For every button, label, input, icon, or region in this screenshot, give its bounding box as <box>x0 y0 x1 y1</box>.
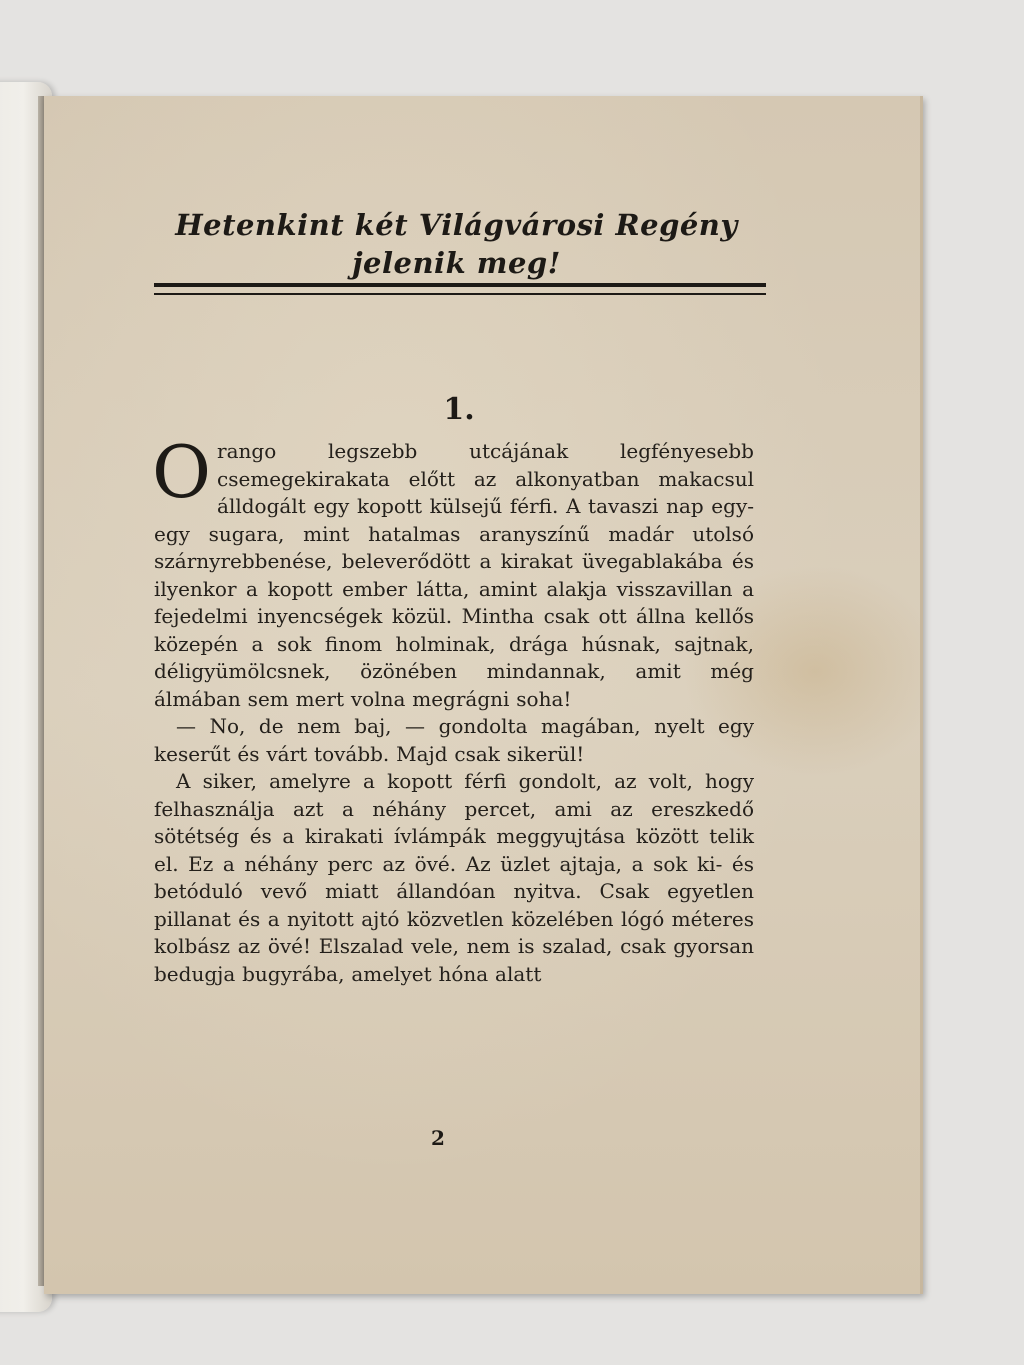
paragraph-2: — No, de nem baj, — gondolta magában, nyelt egy keserűt és várt tovább. Majd csak sikerül! <box>154 714 754 766</box>
header-rule-thick <box>154 283 766 287</box>
header-line-2: jelenik meg! <box>352 246 561 280</box>
body-text <box>152 430 754 988</box>
header-line-1: Hetenkint két Világvárosi Regény <box>175 208 738 242</box>
paragraph-1-text: rango legszebb utcájának legfényesebb csemegekirakata előtt az alkonyatban makacsul álldogált egy kopott külsejű férfi. A tavaszi nap egy-egy sugara, mint hatalmas aranyszínű madár utolsó szárnyrebbenése, beleverődött a kirakat üvegablakába és ilyenkor a kopott ember látta, amint alakja visszavillan a fejedelmi inyencségek közül. Mintha csak ott állna kellős közepén a sok finom holminak, drága húsnak, sajtnak, déligyümölcsnek, özönében mindannak, amit még álmában sem mert volna megrágni soha! <box>154 439 754 711</box>
drop-cap: O <box>152 430 212 514</box>
book-page <box>44 96 923 1294</box>
chapter-number: 1. <box>443 392 475 427</box>
paragraph-1 <box>152 430 754 713</box>
header-rule-thin <box>154 293 766 295</box>
series-header <box>144 206 769 282</box>
paragraph-3: A siker, amelyre a kopott férfi gondolt, az volt, hogy felhasználja azt a néhány percet, ami az ereszkedő sötétség és a kirakati ívlámpák meggyujtása között telik el. Ez a néhány perc az övé. Az üzlet ajtaja, a sok ki- és betóduló vevő miatt állandóan nyitva. Csak egyetlen pillanat és a nyitott ajtó közvetlen közelében lógó méteres kolbász az övé! Elszalad vele, nem is szalad, csak gyorsan bedugja bugyrába, amelyet hóna alatt <box>154 769 754 986</box>
page-number: 2 <box>431 1126 445 1150</box>
